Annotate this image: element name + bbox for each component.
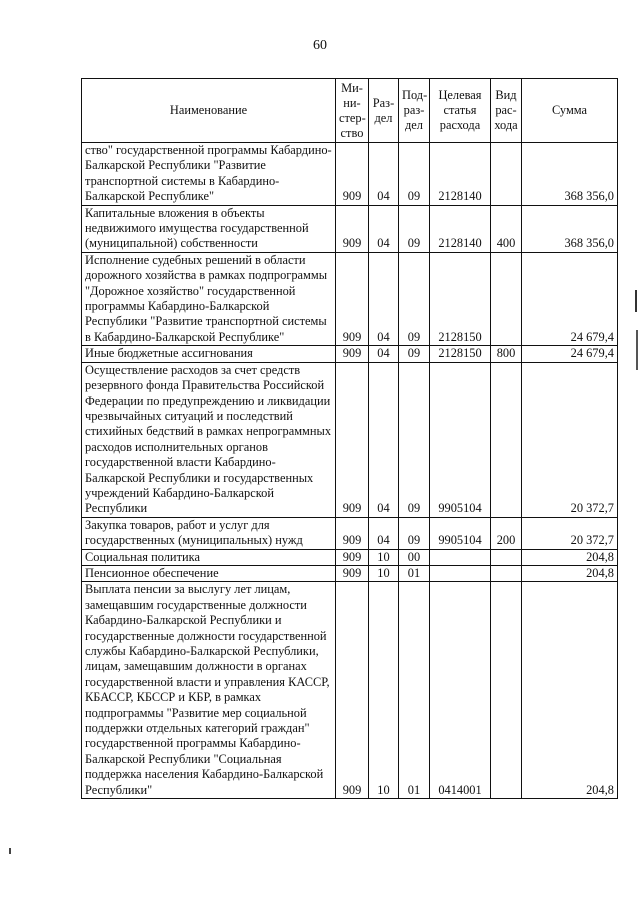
row-target: 9905104 (430, 517, 491, 549)
row-type: 800 (491, 346, 522, 362)
row-type (491, 252, 522, 345)
row-name: Капитальные вложения в объекты недвижимого имущества государственной (муниципальной) собственности (82, 205, 336, 252)
row-ministry: 909 (336, 143, 369, 206)
row-ministry: 909 (336, 582, 369, 799)
row-type (491, 549, 522, 565)
row-sum: 204,8 (522, 582, 618, 799)
row-section: 10 (369, 549, 399, 565)
row-section: 04 (369, 346, 399, 362)
margin-dot (9, 848, 11, 854)
header-sum: Сумма (522, 79, 618, 143)
row-sum: 24 679,4 (522, 252, 618, 345)
row-name: Закупка товаров, работ и услуг для государственных (муниципальных) нужд (82, 517, 336, 549)
row-sum: 20 372,7 (522, 362, 618, 517)
header-target-article: Целевая статья расхода (430, 79, 491, 143)
row-target: 2128150 (430, 252, 491, 345)
table-row (82, 517, 618, 549)
row-section: 04 (369, 143, 399, 206)
table-row (82, 362, 618, 517)
row-ministry: 909 (336, 252, 369, 345)
row-ministry: 909 (336, 205, 369, 252)
row-section: 04 (369, 252, 399, 345)
table-row (82, 582, 618, 799)
row-type: 200 (491, 517, 522, 549)
row-subsection: 09 (399, 517, 430, 549)
table-row (82, 549, 618, 565)
row-subsection: 09 (399, 346, 430, 362)
table-row (82, 346, 618, 362)
row-name: Исполнение судебных решений в области дорожного хозяйства в рамках подпрограммы "Дорожное хозяйство" государственной программы Кабардино-Балкарской Республики "Развитие транспортной системы в Кабардино-Балкарской Республике" (82, 252, 336, 345)
header-expense-type: Вид рас- хода (491, 79, 522, 143)
margin-mark (636, 330, 638, 370)
header-row (82, 79, 618, 143)
row-ministry: 909 (336, 346, 369, 362)
row-sum: 20 372,7 (522, 517, 618, 549)
row-subsection: 01 (399, 582, 430, 799)
row-subsection: 01 (399, 565, 430, 581)
row-sum: 204,8 (522, 549, 618, 565)
row-target (430, 565, 491, 581)
budget-table (81, 78, 618, 799)
row-section: 10 (369, 565, 399, 581)
row-subsection: 00 (399, 549, 430, 565)
header-section: Раз- дел (369, 79, 399, 143)
row-name: ство" государственной программы Кабардино-Балкарской Республики "Развитие транспортной системы в Кабардино-Балкарской Республике" (82, 143, 336, 206)
row-sum: 368 356,0 (522, 143, 618, 206)
row-subsection: 09 (399, 252, 430, 345)
row-section: 04 (369, 517, 399, 549)
table-body (82, 143, 618, 799)
row-subsection: 09 (399, 362, 430, 517)
margin-mark (635, 290, 637, 312)
row-ministry: 909 (336, 565, 369, 581)
row-name: Осуществление расходов за счет средств резервного фонда Правительства Российской Федерации по предупреждению и ликвидации чрезвычайных ситуаций и последствий стихийных бедствий в рамках непрограммных расходов исполнительных органов государственной власти Кабардино-Балкарской Республики и государственных учреждений Кабардино-Балкарской Республики (82, 362, 336, 517)
table-row (82, 143, 618, 206)
row-ministry: 909 (336, 517, 369, 549)
header-subsection: Под- раз- дел (399, 79, 430, 143)
header-name: Наименование (82, 79, 336, 143)
row-type: 400 (491, 205, 522, 252)
row-sum: 368 356,0 (522, 205, 618, 252)
row-ministry: 909 (336, 549, 369, 565)
row-target: 9905104 (430, 362, 491, 517)
row-type (491, 565, 522, 581)
row-subsection: 09 (399, 205, 430, 252)
row-name: Иные бюджетные ассигнования (82, 346, 336, 362)
row-target: 2128140 (430, 143, 491, 206)
row-subsection: 09 (399, 143, 430, 206)
row-sum: 204,8 (522, 565, 618, 581)
row-ministry: 909 (336, 362, 369, 517)
row-type (491, 582, 522, 799)
row-target: 0414001 (430, 582, 491, 799)
row-type (491, 362, 522, 517)
table-header (82, 79, 618, 143)
row-name: Выплата пенсии за выслугу лет лицам, замещавшим государственные должности Кабардино-Балкарской Республики и государственные должности государственной службы Кабардино-Балкарской Республики, лицам, замещавшим должности в органах государственной власти и управления КАССР, КБАССР, КБССР и КБР, в рамках подпрограммы "Развитие мер социальной поддержки отдельных категорий граждан" государственной программы Кабардино-Балкарской Республики "Социальная поддержка населения Кабардино-Балкарской Республики" (82, 582, 336, 799)
row-sum: 24 679,4 (522, 346, 618, 362)
row-section: 10 (369, 582, 399, 799)
row-type (491, 143, 522, 206)
table-row (82, 252, 618, 345)
header-ministry: Ми- ни- стер- ство (336, 79, 369, 143)
table-row (82, 565, 618, 581)
page-number: 60 (313, 38, 327, 53)
row-target: 2128140 (430, 205, 491, 252)
row-name: Социальная политика (82, 549, 336, 565)
row-section: 04 (369, 205, 399, 252)
table-row (82, 205, 618, 252)
row-name: Пенсионное обеспечение (82, 565, 336, 581)
row-section: 04 (369, 362, 399, 517)
row-target: 2128150 (430, 346, 491, 362)
row-target (430, 549, 491, 565)
